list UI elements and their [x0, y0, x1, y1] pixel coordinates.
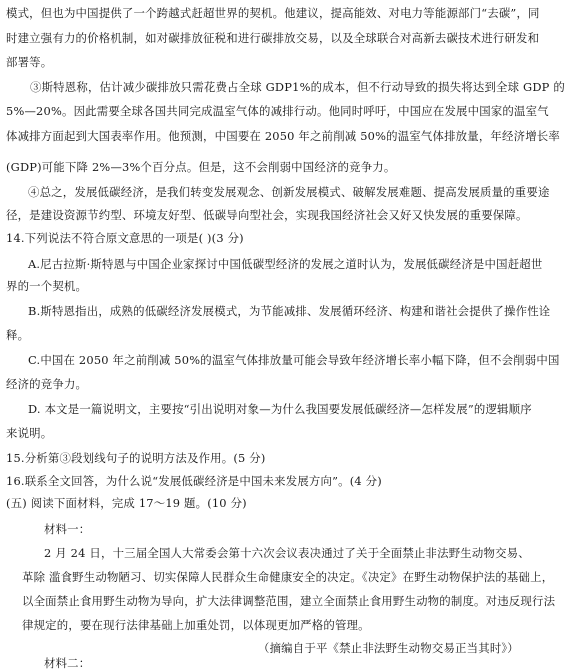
material-1-line: 律规定的，要在现行法律基础上加重处罚，以体现更加严格的管理。: [22, 618, 370, 632]
question-14-option-c: C.中国在 2050 年之前削减 50%的温室气体排放量可能会导致年经济增长率小幅下降，但不会削弱中国: [28, 353, 560, 367]
material-1-title: 材料一：: [44, 522, 91, 536]
passage-line: 5%—20%。因此需要全球各国共同完成温室气体的减排行动。他同时呼吁，中国应在发展中国家的温室气: [6, 104, 549, 118]
question-14-option-a: A.尼古拉斯·斯特恩与中国企业家探讨中国低碳型经济的发展之道时认为，发展低碳经济是中国赶超世: [28, 257, 543, 271]
passage-line: 部署等。: [6, 55, 53, 69]
passage-line: 径，是建设资源节约型、环境友好型、低碳导向型社会，实现我国经济社会又好又快发展的重要保障。: [6, 208, 528, 222]
material-1-line: 以全面禁止食用野生动物为导向，扩大法律调整范围，建立全面禁止食用野生动物的制度。对违反现行法: [22, 594, 556, 608]
question-14-stem: 14.下列说法不符合原文意思的一项是( )(3 分): [6, 231, 244, 245]
question-14-option-a-cont: 界的一个契机。: [6, 279, 88, 293]
material-2-title: 材料二：: [44, 656, 91, 670]
passage-line: ④总之，发展低碳经济，是我们转变发展观念、创新发展模式、破解发展难题、提高发展质量的重要途: [28, 185, 550, 199]
question-15: 15.分析第③段划线句子的说明方法及作用。(5 分): [6, 451, 266, 465]
passage-line: 模式，但也为中国提供了一个跨越式赶超世界的契机。他建议，提高能效、对电力等能源部门“去碳”，同: [6, 6, 540, 20]
question-14-option-b-cont: 释。: [6, 328, 30, 342]
question-16: 16.联系全文回答，为什么说“发展低碳经济是中国未来发展方向”。(4 分): [6, 474, 382, 488]
passage-line: 体减排方面起到大国表率作用。他预测，中国要在 2050 年之前削减 50%的温室气体排放量，年经济增长率: [6, 129, 560, 143]
passage-line: (GDP)可能下降 2%—3%个百分点。但是，这不会削弱中国经济的竞争力。: [6, 160, 396, 174]
question-14-option-d: D. 本文是一篇说明文，主要按“引出说明对象—为什么我国要发展低碳经济—怎样发展”的逻辑顺序: [28, 402, 532, 416]
passage-line: ③斯特恩称，估计减少碳排放只需花费占全球 GDP1%的成本，但不行动导致的损失将达到全球 GDP 的: [30, 80, 565, 94]
question-14-option-d-cont: 来说明。: [6, 426, 53, 440]
question-14-option-b: B.斯特恩指出，成熟的低碳经济发展模式，为节能减排、发展循环经济、构建和谐社会提供了操作性诠: [28, 304, 551, 318]
section-5-heading: (五) 阅读下面材料，完成 17～19 题。(10 分): [6, 496, 247, 510]
material-1-source: （摘编自于平《禁止非法野生动物交易正当其时》）: [258, 641, 519, 655]
question-14-option-c-cont: 经济的竞争力。: [6, 377, 88, 391]
passage-line: 时建立强有力的价格机制，如对碳排放征税和进行碳排放交易，以及全球联合对高新去碳技术进行研发和: [6, 31, 540, 45]
material-1-line: 2 月 24 日，十三届全国人大常委会第十六次会议表决通过了关于全面禁止非法野生动物交易、: [44, 546, 530, 560]
material-1-line: 革除 滥食野生动物陋习、切实保障人民群众生命健康安全的决定。《决定》在野生动物保护法的基础上，: [22, 570, 554, 584]
